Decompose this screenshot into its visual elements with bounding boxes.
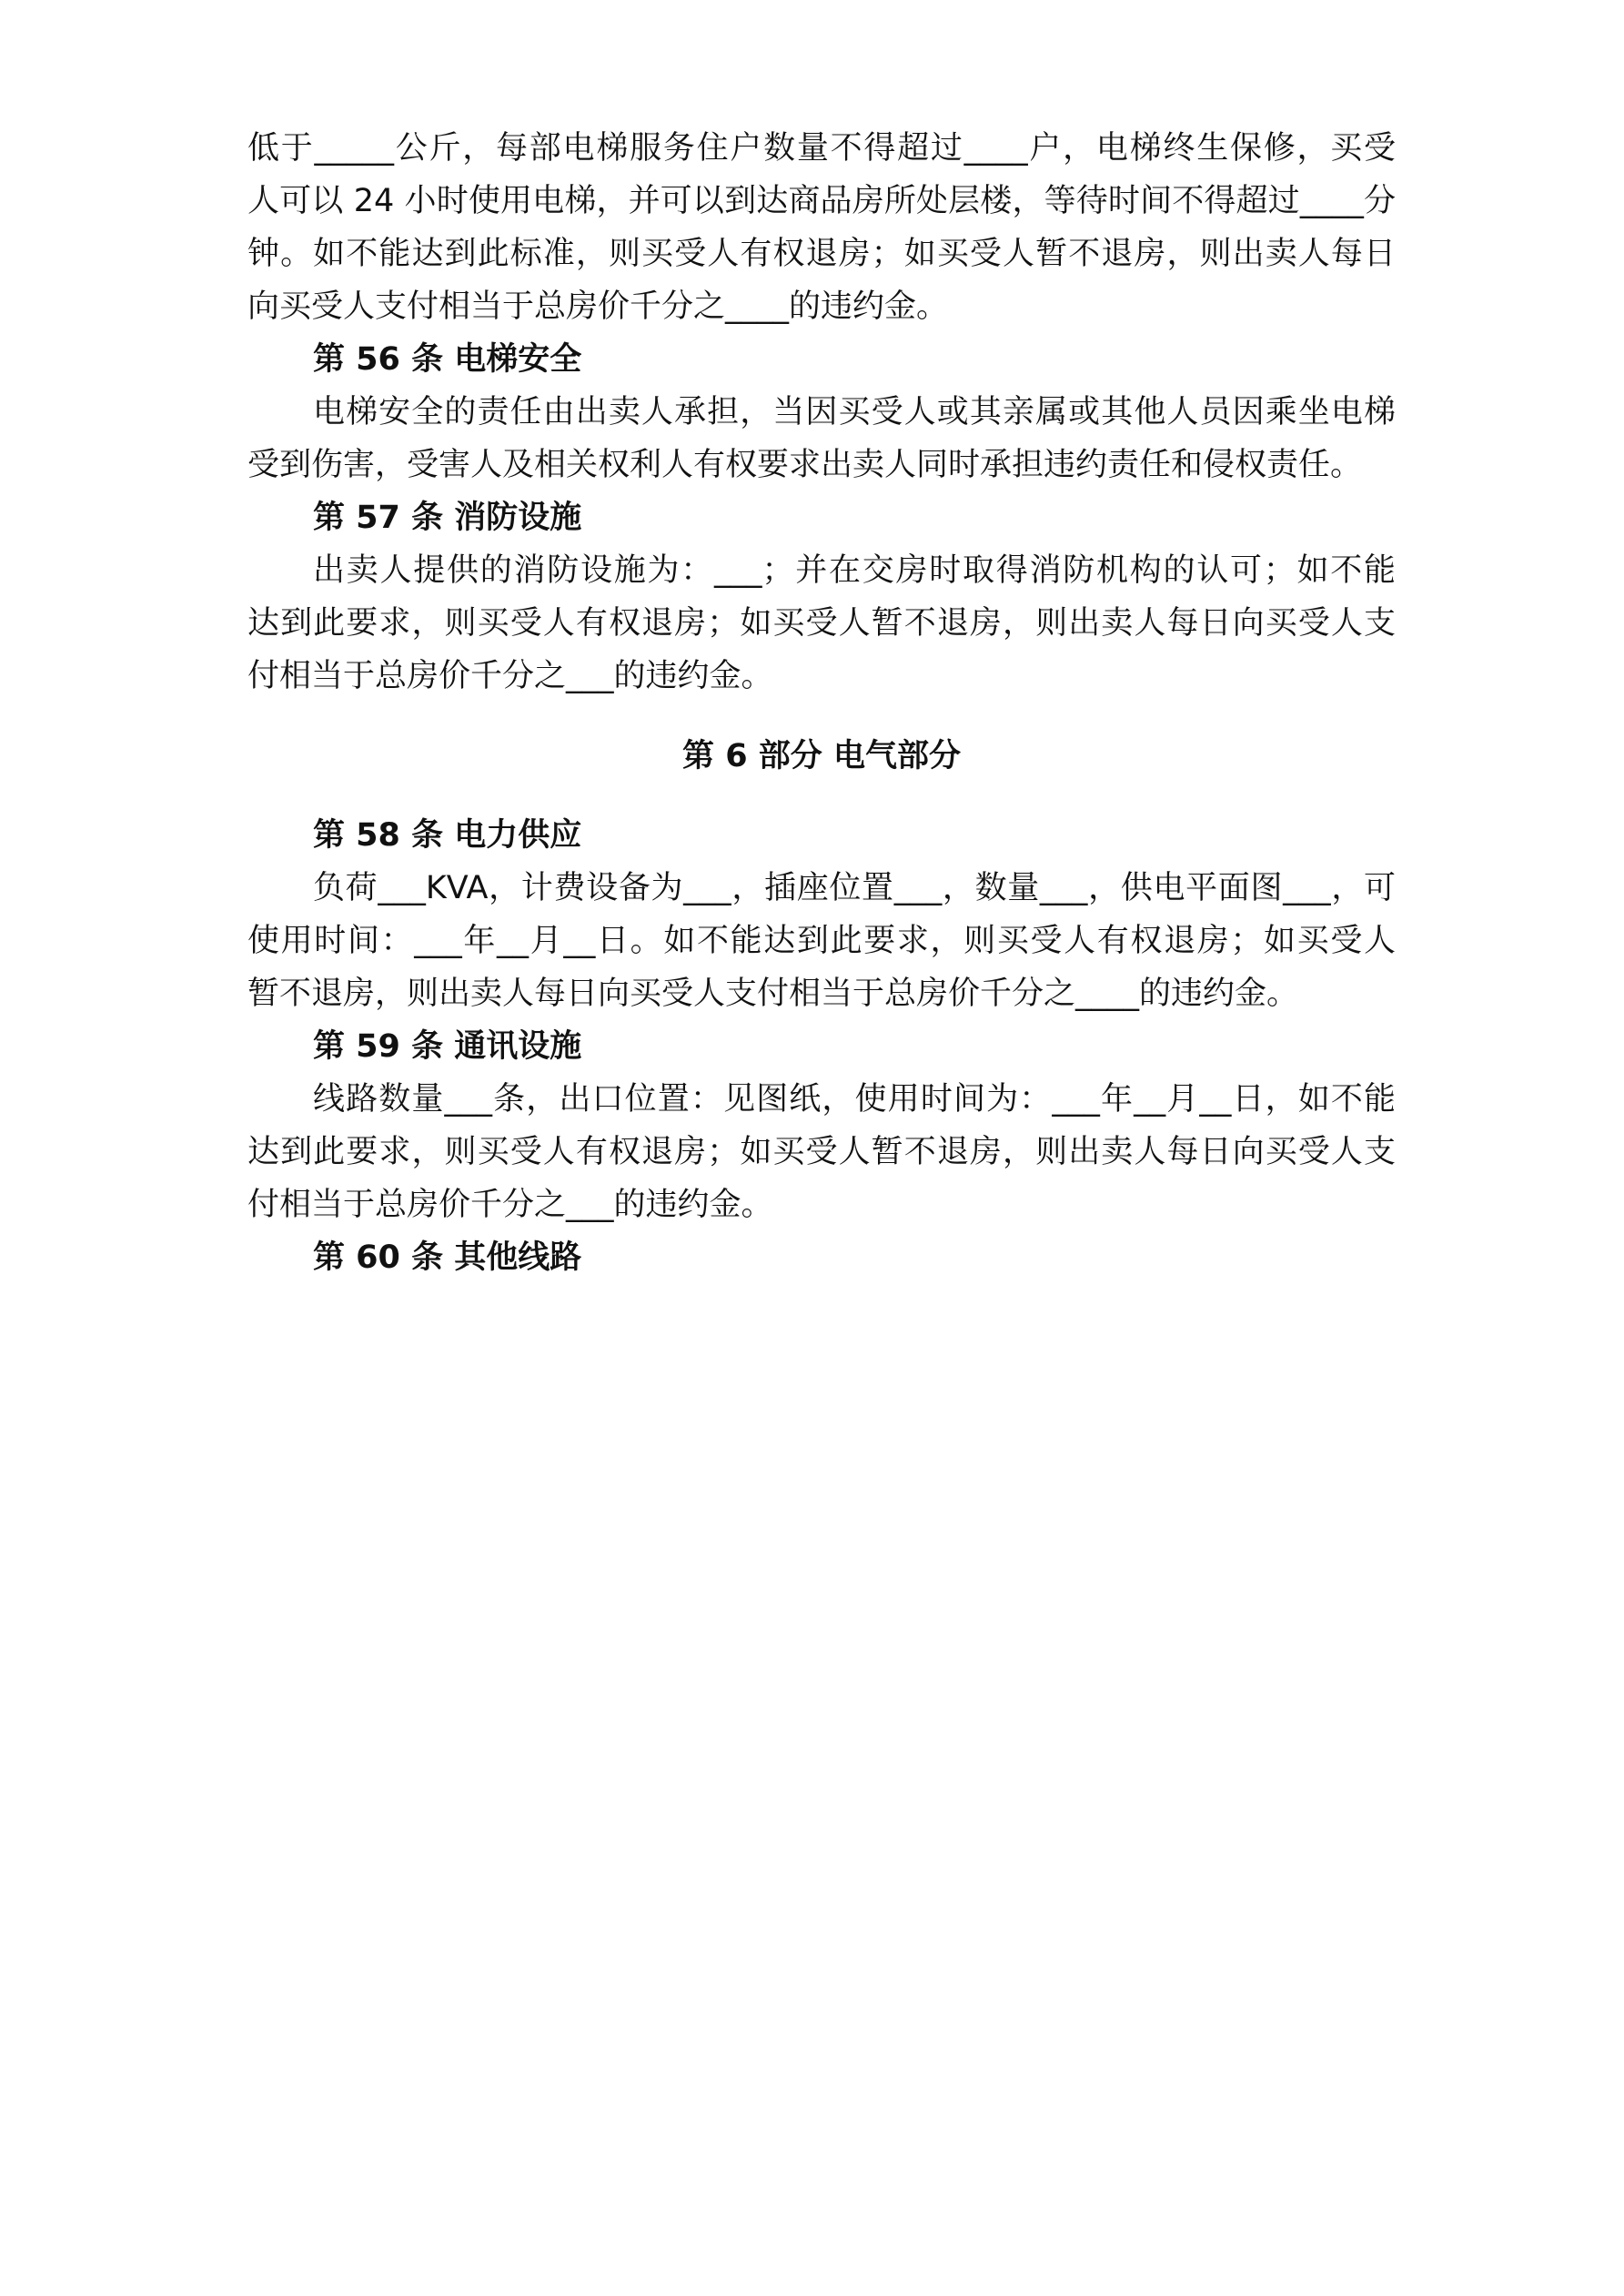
paragraph-line: 向买受人支付相当于总房价千分之____的违约金。	[247, 288, 949, 325]
part-6-title: 第 6 部分 电气部分	[682, 738, 961, 774]
paragraph-line: 暂不退房，则出卖人每日向买受人支付相当于总房价千分之____的违约金。	[247, 976, 1299, 1012]
paragraph-line: 线路数量___条，出口位置：见图纸，使用时间为：___年__月__日，如不能	[313, 1081, 1396, 1118]
article-58-heading: 第 58 条 电力供应	[313, 817, 582, 854]
paragraph-line: 受到伤害，受害人及相关权利人有权要求出卖人同时承担违约责任和侵权责任。	[247, 447, 1363, 483]
paragraph-line: 人可以 24 小时使用电梯，并可以到达商品房所处层楼，等待时间不得超过____分	[247, 183, 1396, 219]
paragraph-line: 使用时间：___年__月__日。如不能达到此要求，则买受人有权退房；如买受人	[247, 923, 1396, 959]
paragraph-line: 低于_____公斤，每部电梯服务住户数量不得超过____户，电梯终生保修，买受	[247, 130, 1396, 167]
paragraph-line: 付相当于总房价千分之___的违约金。	[247, 1187, 773, 1223]
paragraph-line: 钟。如不能达到此标准，则买受人有权退房；如买受人暂不退房，则出卖人每日	[247, 236, 1396, 272]
paragraph-line: 电梯安全的责任由出卖人承担，当因买受人或其亲属或其他人员因乘坐电梯	[313, 394, 1396, 430]
paragraph-line: 负荷___KVA，计费设备为___，插座位置___，数量___，供电平面图___，可	[313, 870, 1396, 906]
paragraph-line: 付相当于总房价千分之___的违约金。	[247, 658, 773, 694]
paragraph-line: 达到此要求，则买受人有权退房；如买受人暂不退房，则出卖人每日向买受人支	[247, 1134, 1396, 1170]
article-57-heading: 第 57 条 消防设施	[313, 500, 582, 536]
article-60-heading: 第 60 条 其他线路	[313, 1239, 582, 1276]
article-59-heading: 第 59 条 通讯设施	[313, 1028, 582, 1065]
paragraph-line: 出卖人提供的消防设施为：___；并在交房时取得消防机构的认可；如不能	[313, 552, 1396, 589]
paragraph-line: 达到此要求，则买受人有权退房；如买受人暂不退房，则出卖人每日向买受人支	[247, 605, 1396, 642]
article-56-heading: 第 56 条 电梯安全	[313, 341, 582, 378]
